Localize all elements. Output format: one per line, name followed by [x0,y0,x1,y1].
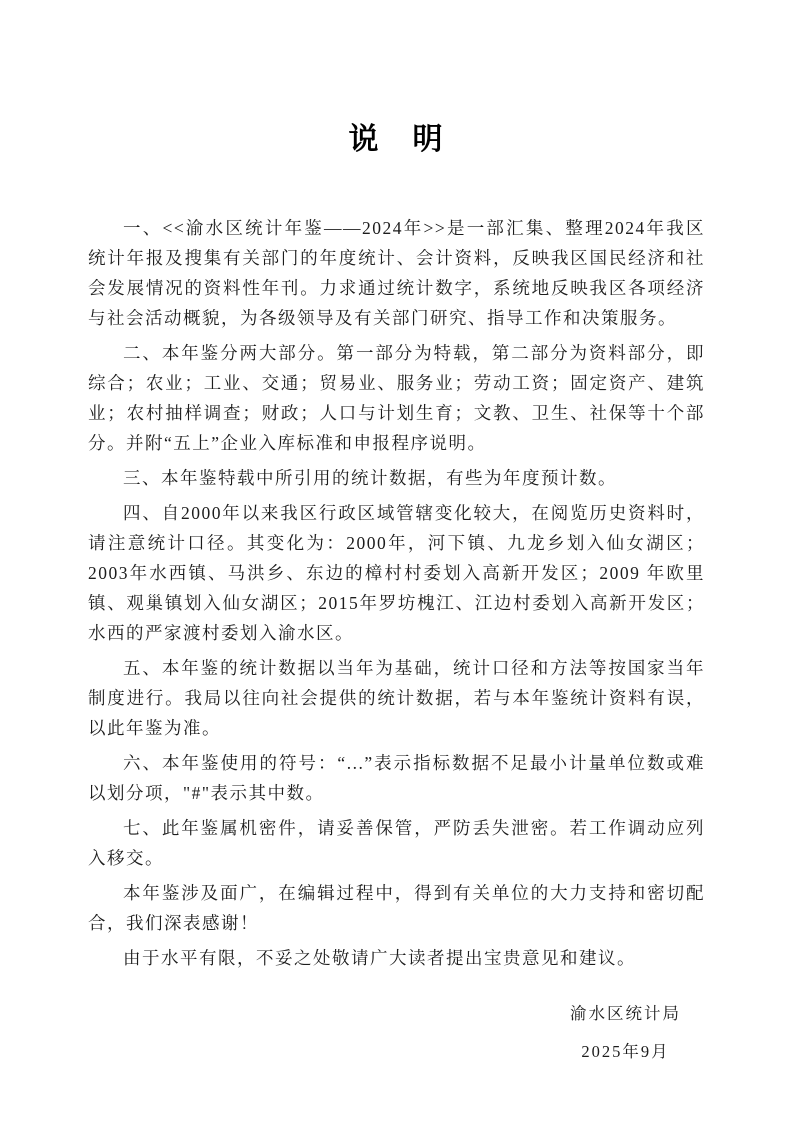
signature-inner [570,995,681,1071]
signature-org: 渝水区统计局 [570,1004,681,1023]
paragraph-8: 本年鉴涉及面广，在编辑过程中，得到有关单位的大力支持和密切配合，我们深表感谢！ [88,883,705,933]
paragraph-3: 三、本年鉴特载中所引用的统计数据，有些为年度预计数。 [123,468,617,488]
paragraph-2: 二、本年鉴分两大部分。第一部分为特载，第二部分为资料部分，即综合；农业；工业、交通；贸易业、服务业；劳动工资；固定资产、建筑业；农村抽样调查；财政；人口与计划生育；文教、卫生、社保等十个部分。并附“五上”企业入库标准和申报程序说明。 [88,343,705,453]
paragraph-6: 六、本年鉴使用的符号：“...”表示指标数据不足最小计量单位数或难以划分项，"#"表示其中数。 [88,753,705,803]
paragraph-5: 五、本年鉴的统计数据以当年为基础，统计口径和方法等按国家当年制度进行。我局以往向社会提供的统计数据，若与本年鉴统计资料有误，以此年鉴为准。 [88,658,705,738]
signature-date: 2025年9月 [581,1042,670,1061]
paragraph-7: 七、此年鉴属机密件，请妥善保管，严防丢失泄密。若工作调动应列入移交。 [88,818,705,868]
signature-block [0,995,793,1071]
paragraph-4: 四、自2000年以来我区行政区域管辖变化较大，在阅览历史资料时，请注意统计口径。其变化为：2000年，河下镇、九龙乡划入仙女湖区；2003年水西镇、马洪乡、东边的樟村村委划入高新开发区；2009 年欧里镇、观巢镇划入仙女湖区；2015年罗坊槐江、江边村委划入高新开发区；水西的严家渡村委划入渝水区。 [88,503,705,643]
paragraph-9: 由于水平有限，不妥之处敬请广大读者提出宝贵意见和建议。 [123,948,636,968]
paragraph-1: 一、<<渝水区统计年鉴——2024年>>是一部汇集、整理2024年我区统计年报及搜集有关部门的年度统计、会计资料，反映我区国民经济和社会发展情况的资料性年刊。力求通过统计数字，系统地反映我区各项经济与社会活动概貌，为各级领导及有关部门研究、指导工作和决策服务。 [88,218,705,328]
document-body [88,213,705,973]
page-title: 说 明 [348,123,445,156]
